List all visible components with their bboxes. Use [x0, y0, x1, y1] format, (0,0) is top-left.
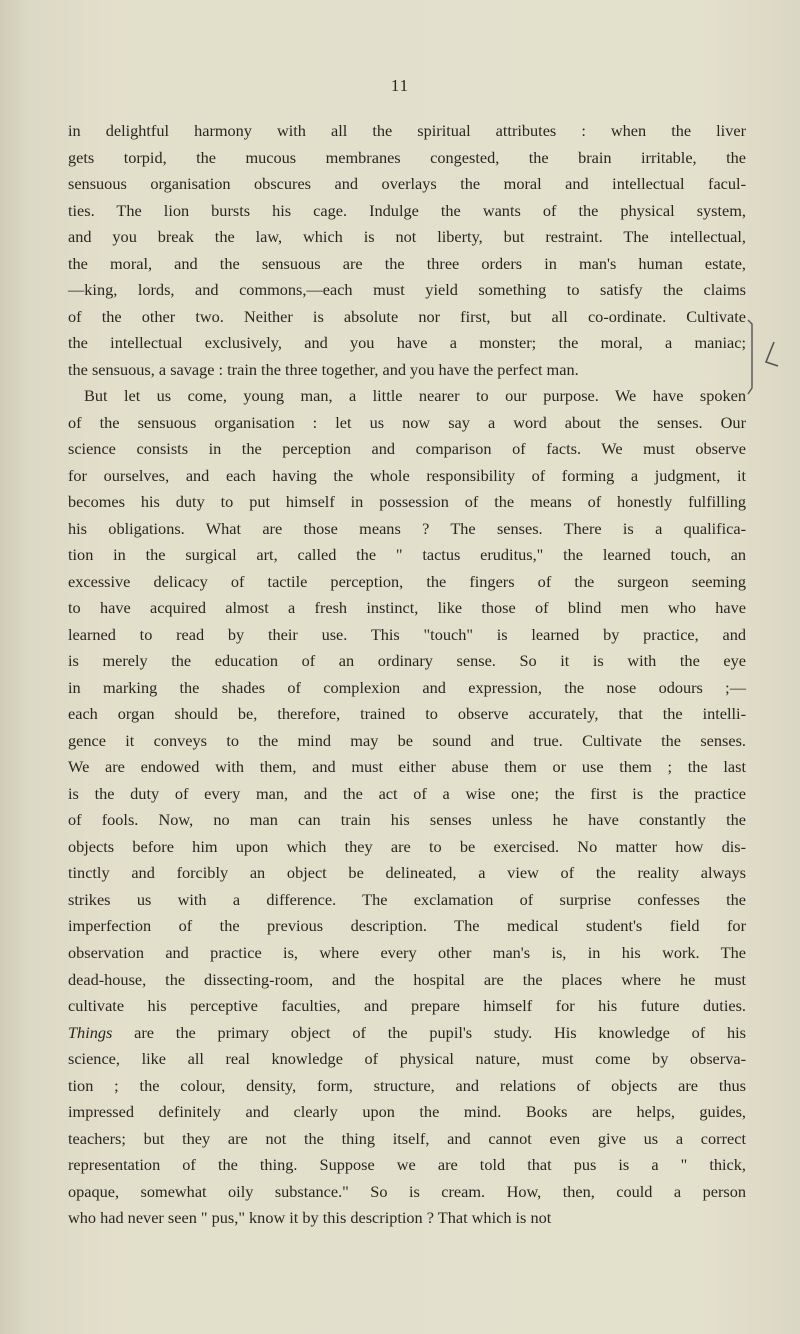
text-line: opaque, somewhat oily substance." So is cream. How, then, could a person [68, 1181, 746, 1201]
text-line: sensuous organisation obscures and overlays the moral and intellectual facul- [68, 174, 746, 194]
text-line: Things are the primary object of the pupil's study. His knowledge of his [68, 1022, 746, 1042]
margin-annotation-mark [744, 318, 794, 398]
text-line: his obligations. What are those means ? The senses. There is a qualifica- [68, 518, 746, 538]
text-line: becomes his duty to put himself in possession of the means of honestly fulfilling [68, 492, 746, 512]
text-line: imperfection of the previous description. The medical student's field for [68, 916, 746, 936]
text-line: the moral, and the sensuous are the three orders in man's human estate, [68, 253, 746, 273]
text-line: We are endowed with them, and must either abuse them or use them ; the last [68, 757, 746, 777]
text-line: who had never seen " pus," know it by this description ? That which is not [68, 1208, 552, 1228]
text-line: cultivate his perceptive faculties, and prepare himself for his future duties. [68, 996, 746, 1016]
text-line: teachers; but they are not the thing itself, and cannot even give us a correct [68, 1128, 746, 1148]
text-line: science consists in the perception and comparison of facts. We must observe [68, 439, 746, 459]
text-line: —king, lords, and commons,—each must yield something to satisfy the claims [68, 280, 746, 300]
text-line: objects before him upon which they are to be exercised. No matter how dis- [68, 836, 746, 856]
text-line: the intellectual exclusively, and you have a monster; the moral, a maniac; [68, 333, 746, 353]
text-line: representation of the thing. Suppose we are told that pus is a " thick, [68, 1155, 746, 1175]
text-line: the sensuous, a savage : train the three together, and you have the perfect man. [68, 359, 579, 379]
text-line: of the other two. Neither is absolute nor first, but all co-ordinate. Cultivate [68, 306, 746, 326]
text-line: dead-house, the dissecting-room, and the hospital are the places where he must [68, 969, 746, 989]
text-line: is the duty of every man, and the act of a wise one; the first is the practice [68, 783, 746, 803]
text-line: ties. The lion bursts his cage. Indulge the wants of the physical system, [68, 200, 746, 220]
text-line: strikes us with a difference. The exclamation of surprise confesses the [68, 889, 746, 909]
text-line: in marking the shades of complexion and expression, the nose odours ;— [68, 677, 746, 697]
text-line: But let us come, young man, a little nearer to our purpose. We have spoken [84, 386, 746, 406]
text-line: impressed definitely and clearly upon the mind. Books are helps, guides, [68, 1102, 746, 1122]
text-line: in delightful harmony with all the spiritual attributes : when the liver [68, 121, 746, 140]
text-line: of fools. Now, no man can train his senses unless he have constantly the [68, 810, 746, 830]
text-line: tinctly and forcibly an object be delineated, a view of the reality always [68, 863, 746, 883]
text-line: gets torpid, the mucous membranes congested, the brain irritable, the [68, 147, 746, 167]
page-number: 11 [390, 76, 410, 95]
text-line: excessive delicacy of tactile perception, the fingers of the surgeon seeming [68, 571, 746, 591]
text-line: is merely the education of an ordinary sense. So it is with the eye [68, 651, 746, 671]
text-line: to have acquired almost a fresh instinct, like those of blind men who have [68, 598, 746, 618]
text-line: each organ should be, therefore, trained to observe accurately, that the intelli- [68, 704, 746, 724]
text-line: of the sensuous organisation : let us now say a word about the senses. Our [68, 412, 746, 432]
text-line: observation and practice is, where every other man's is, in his work. The [68, 942, 746, 962]
text-line: and you break the law, which is not liberty, but restraint. The intellectual, [68, 227, 746, 247]
text-line: tion ; the colour, density, form, structure, and relations of objects are thus [68, 1075, 746, 1095]
text-line: for ourselves, and each having the whole responsibility of forming a judgment, it [68, 465, 746, 485]
emphasis: Things [68, 1022, 113, 1042]
text-line: tion in the surgical art, called the " tactus eruditus," the learned touch, an [68, 545, 746, 565]
text-line: gence it conveys to the mind may be sound and true. Cultivate the senses. [68, 730, 746, 750]
body-text [68, 118, 746, 1232]
text-line: science, like all real knowledge of physical nature, must come by observa- [68, 1049, 746, 1069]
text-line: learned to read by their use. This "touch" is learned by practice, and [68, 624, 746, 644]
